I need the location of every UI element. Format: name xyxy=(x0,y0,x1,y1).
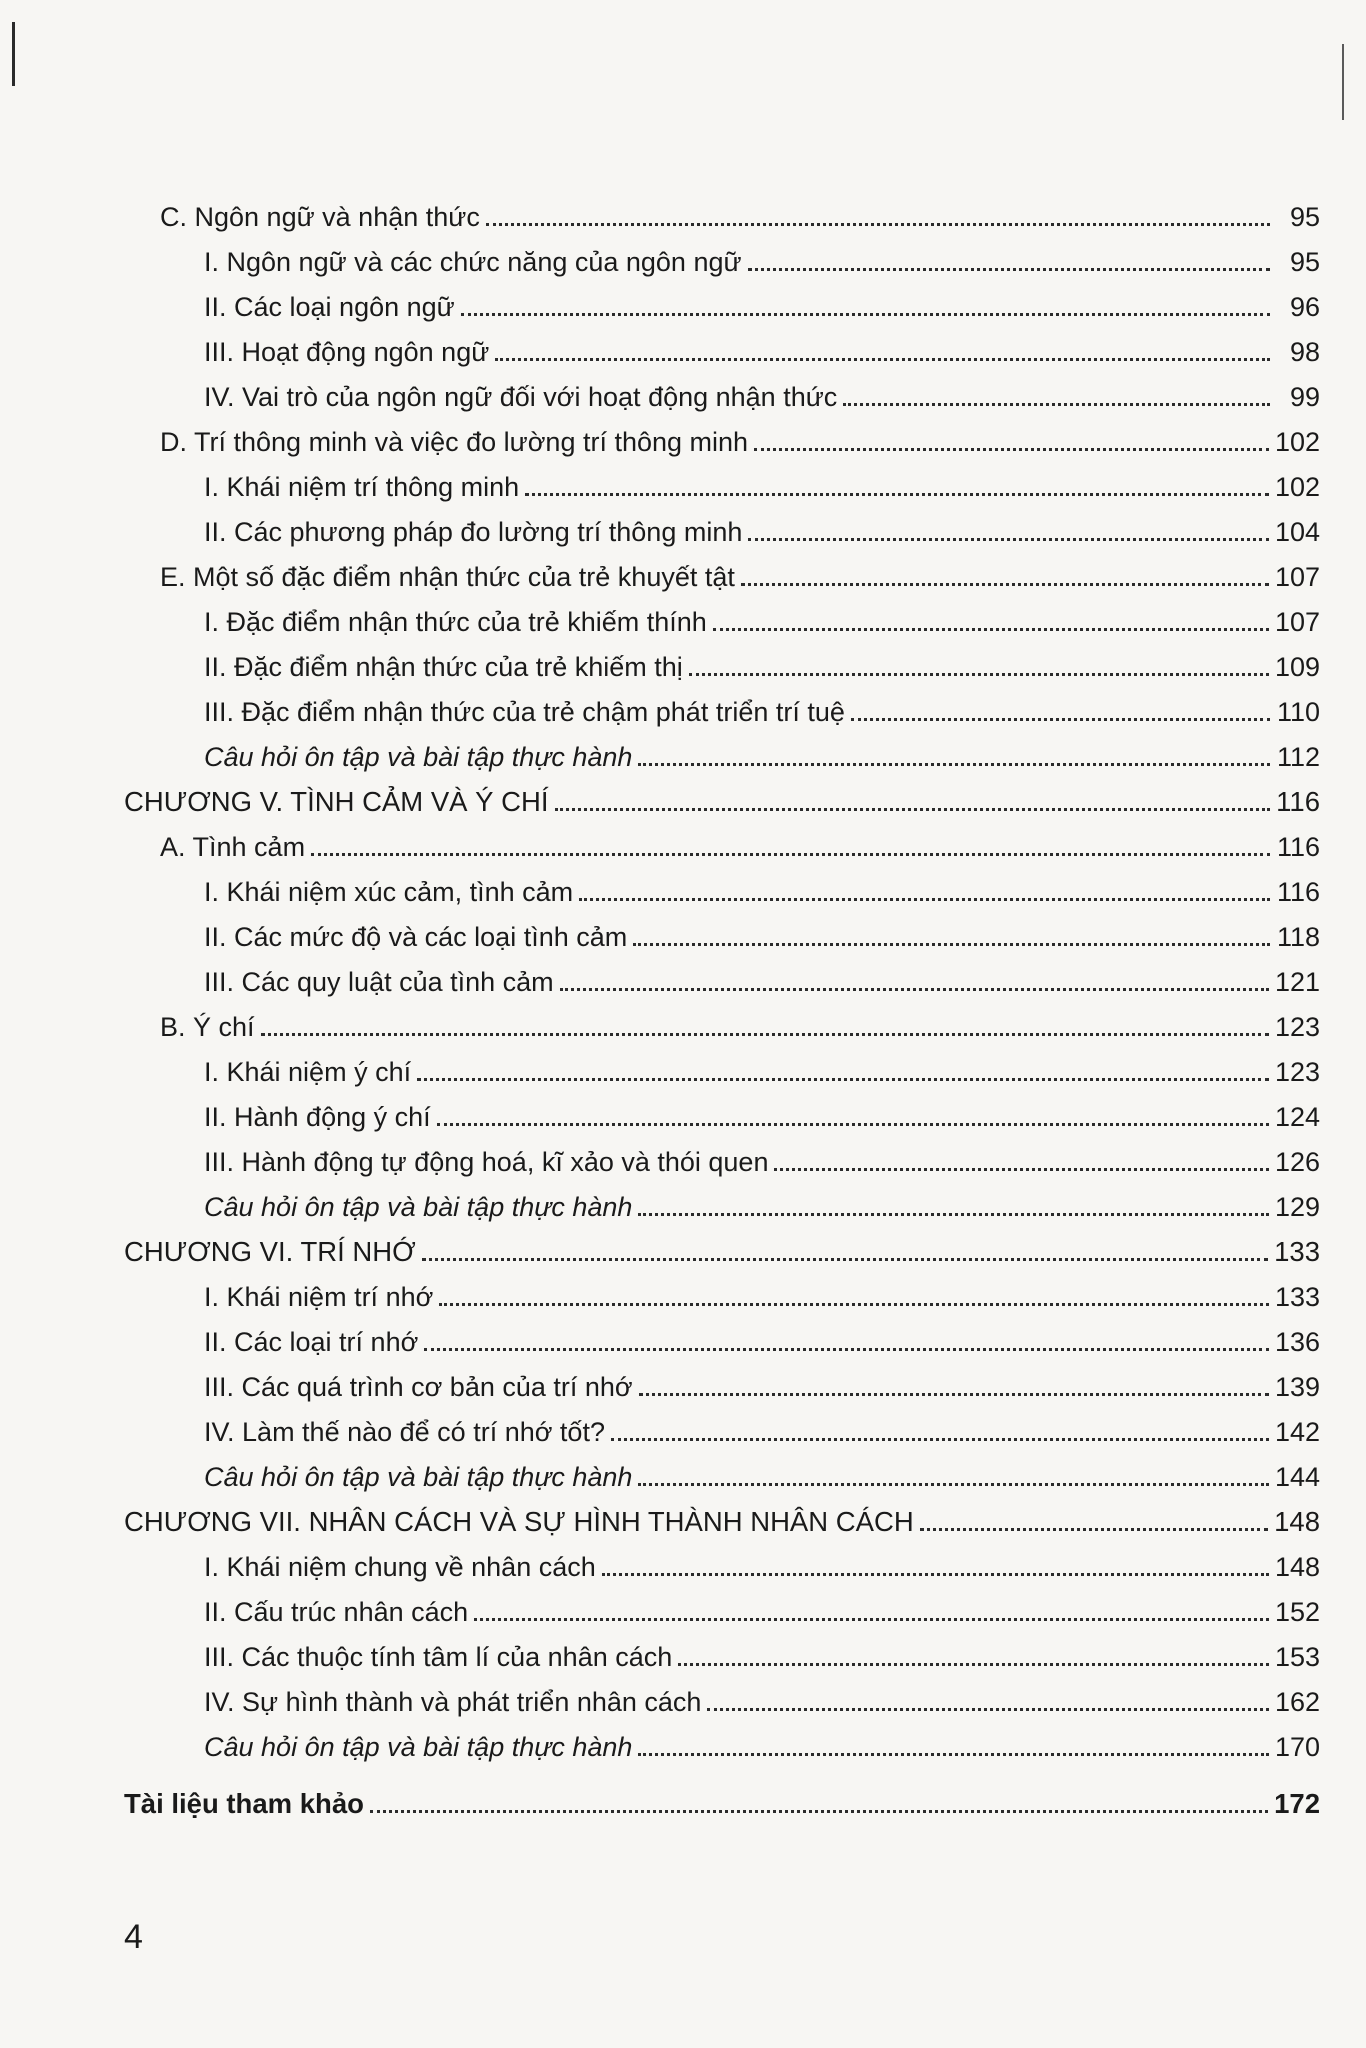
toc-page-number: 133 xyxy=(1274,1236,1320,1267)
toc-page-number: 104 xyxy=(1274,517,1320,547)
toc-page-number: 98 xyxy=(1289,337,1320,367)
dot-leader xyxy=(602,1572,1269,1576)
toc-page-number: 95 xyxy=(1289,202,1320,232)
toc-page-number: 107 xyxy=(1274,607,1320,637)
toc-entry-title: II. Các mức độ và các loại tình cảm xyxy=(204,922,628,952)
toc-entry-title: CHƯƠNG V. TÌNH CẢM VÀ Ý CHÍ xyxy=(124,786,549,817)
page-number: 4 xyxy=(124,1918,143,1956)
toc-entry-title: I. Ngôn ngữ và các chức năng của ngôn ngữ xyxy=(204,247,742,277)
toc-entry-row xyxy=(124,1268,1320,1313)
toc-entry-row xyxy=(124,1718,1320,1763)
toc-entry-title: B. Ý chí xyxy=(160,1012,255,1042)
toc-page-number: 162 xyxy=(1274,1687,1320,1717)
dot-leader xyxy=(424,1347,1269,1351)
dot-leader xyxy=(439,1302,1269,1306)
toc-entry-row xyxy=(124,953,1320,998)
toc-chapter-row xyxy=(124,1775,1320,1820)
toc-page-number: 95 xyxy=(1289,247,1320,277)
toc-entry-title: III. Đặc điểm nhận thức của trẻ chậm phát triển trí tuệ xyxy=(204,697,845,727)
dot-leader xyxy=(437,1122,1269,1126)
toc-entry-title: I. Khái niệm ý chí xyxy=(204,1057,412,1087)
dot-leader xyxy=(678,1662,1269,1666)
dot-leader xyxy=(748,267,1270,271)
toc-page-number: 116 xyxy=(1276,877,1320,907)
toc-entry-row xyxy=(124,278,1320,323)
toc-entry-title: I. Khái niệm trí nhớ xyxy=(204,1282,434,1312)
toc-entry-row xyxy=(124,1448,1320,1493)
toc-page-number: 170 xyxy=(1274,1732,1320,1762)
toc-entry-title: D. Trí thông minh và việc đo lường trí thông minh xyxy=(160,427,749,457)
toc-entry-row xyxy=(124,863,1320,908)
toc-entry-row xyxy=(124,818,1320,863)
toc-entry-title: III. Các thuộc tính tâm lí của nhân cách xyxy=(204,1642,673,1672)
dot-leader xyxy=(843,402,1270,406)
toc-entry-title: I. Khái niệm chung về nhân cách xyxy=(204,1552,596,1582)
toc-entry-title: II. Các loại trí nhớ xyxy=(204,1327,419,1357)
toc-entry-title: III. Hoạt động ngôn ngữ xyxy=(204,337,490,367)
dot-leader xyxy=(461,312,1270,316)
toc-entry-row xyxy=(124,1673,1320,1718)
dot-leader xyxy=(261,1032,1269,1036)
toc-page-number: 129 xyxy=(1274,1192,1320,1222)
toc-page-number: 136 xyxy=(1274,1327,1320,1357)
toc-page-number: 116 xyxy=(1276,786,1320,817)
toc-page-number: 142 xyxy=(1274,1417,1320,1447)
toc-entry-row xyxy=(124,728,1320,773)
toc-entry-title: III. Các quy luật của tình cảm xyxy=(204,967,554,997)
toc-entry-row xyxy=(124,1538,1320,1583)
toc-entry-row xyxy=(124,1358,1320,1403)
toc-entry-row xyxy=(124,548,1320,593)
dot-leader xyxy=(422,1257,1268,1261)
toc-entry-row xyxy=(124,233,1320,278)
toc-entry-row xyxy=(124,1133,1320,1178)
dot-leader xyxy=(774,1167,1268,1171)
toc-entry-row xyxy=(124,1628,1320,1673)
toc-page-number: 99 xyxy=(1289,382,1320,412)
toc-page-number: 102 xyxy=(1274,472,1320,502)
toc-entry-row xyxy=(124,368,1320,413)
toc-page-number: 139 xyxy=(1274,1372,1320,1402)
toc-entry-row xyxy=(124,188,1320,233)
toc-entry-title: A. Tình cảm xyxy=(160,832,306,862)
dot-leader xyxy=(638,1482,1269,1486)
toc-page-number: 123 xyxy=(1274,1012,1320,1042)
toc-entry-title: IV. Làm thế nào để có trí nhớ tốt? xyxy=(204,1417,605,1447)
toc-page-number: 148 xyxy=(1274,1552,1320,1582)
toc-chapter-row xyxy=(124,1493,1320,1538)
toc-entry-title: II. Đặc điểm nhận thức của trẻ khiếm thị xyxy=(204,652,683,682)
toc-entry-title: Tài liệu tham khảo xyxy=(124,1788,364,1819)
toc-entry-title: C. Ngôn ngữ và nhận thức xyxy=(160,202,480,232)
toc-entry-title: Câu hỏi ôn tập và bài tập thực hành xyxy=(204,1732,633,1762)
toc-entry-row xyxy=(124,323,1320,368)
toc-entry-row xyxy=(124,458,1320,503)
toc-entry-row xyxy=(124,908,1320,953)
toc-entry-row xyxy=(124,1583,1320,1628)
toc-chapter-row xyxy=(124,1223,1320,1268)
toc-entry-row xyxy=(124,413,1320,458)
toc-page-number: 153 xyxy=(1274,1642,1320,1672)
toc-page-number: 148 xyxy=(1274,1506,1320,1537)
page-edge-mark xyxy=(1342,44,1344,120)
page-edge-mark xyxy=(12,22,15,86)
toc-entry-title: E. Một số đặc điểm nhận thức của trẻ khuyết tật xyxy=(160,562,735,592)
dot-leader xyxy=(579,897,1270,901)
toc-entry-title: CHƯƠNG VII. NHÂN CÁCH VÀ SỰ HÌNH THÀNH NHÂN CÁCH xyxy=(124,1506,914,1537)
dot-leader xyxy=(311,852,1270,856)
toc-entry-title: I. Đặc điểm nhận thức của trẻ khiếm thính xyxy=(204,607,707,637)
dot-leader xyxy=(560,987,1269,991)
toc-entry-title: II. Cấu trúc nhân cách xyxy=(204,1597,469,1627)
toc-page-number: 144 xyxy=(1274,1462,1320,1492)
toc-entry-row xyxy=(124,1403,1320,1448)
toc-entry-row xyxy=(124,593,1320,638)
toc-page-number: 116 xyxy=(1276,832,1320,862)
toc-entry-title: II. Các loại ngôn ngữ xyxy=(204,292,455,322)
dot-leader xyxy=(638,1212,1269,1216)
toc-page-number: 118 xyxy=(1276,922,1320,952)
dot-leader xyxy=(707,1707,1269,1711)
dot-leader xyxy=(495,357,1270,361)
dot-leader xyxy=(474,1617,1269,1621)
dot-leader xyxy=(638,1752,1269,1756)
toc-entry-row xyxy=(124,638,1320,683)
toc-entry-row xyxy=(124,1178,1320,1223)
toc-entry-title: CHƯƠNG VI. TRÍ NHỚ xyxy=(124,1236,416,1267)
toc-entry-row xyxy=(124,503,1320,548)
toc-entry-title: Câu hỏi ôn tập và bài tập thực hành xyxy=(204,1462,633,1492)
toc-page-number: 121 xyxy=(1274,967,1320,997)
toc-page-number: 110 xyxy=(1276,697,1320,727)
dot-leader xyxy=(713,627,1269,631)
dot-leader xyxy=(639,1392,1269,1396)
toc-entry-title: II. Hành động ý chí xyxy=(204,1102,431,1132)
toc-entry-title: I. Khái niệm xúc cảm, tình cảm xyxy=(204,877,574,907)
dot-leader xyxy=(555,807,1271,811)
dot-leader xyxy=(689,672,1269,676)
toc-entry-title: Câu hỏi ôn tập và bài tập thực hành xyxy=(204,742,633,772)
toc-entry-row xyxy=(124,998,1320,1043)
toc-entry-title: Câu hỏi ôn tập và bài tập thực hành xyxy=(204,1192,633,1222)
toc-entry-title: I. Khái niệm trí thông minh xyxy=(204,472,520,502)
dot-leader xyxy=(525,492,1269,496)
toc-page-number: 126 xyxy=(1274,1147,1320,1177)
dot-leader xyxy=(633,942,1270,946)
toc-page-number: 96 xyxy=(1289,292,1320,322)
toc-entry-row xyxy=(124,1088,1320,1133)
dot-leader xyxy=(741,582,1269,586)
toc-page-number: 152 xyxy=(1274,1597,1320,1627)
toc-entry-title: II. Các phương pháp đo lường trí thông minh xyxy=(204,517,743,547)
toc-entry-title: III. Hành động tự động hoá, kĩ xảo và thói quen xyxy=(204,1147,769,1177)
dot-leader xyxy=(920,1527,1268,1531)
table-of-contents xyxy=(124,188,1320,1820)
toc-page-number: 102 xyxy=(1274,427,1320,457)
dot-leader xyxy=(486,222,1270,226)
toc-entry-title: IV. Vai trò của ngôn ngữ đối với hoạt động nhận thức xyxy=(204,382,838,412)
toc-page-number: 112 xyxy=(1276,742,1320,772)
toc-entry-title: III. Các quá trình cơ bản của trí nhớ xyxy=(204,1372,633,1402)
toc-entry-title: IV. Sự hình thành và phát triển nhân cách xyxy=(204,1687,702,1717)
dot-leader xyxy=(754,447,1269,451)
toc-page-number: 109 xyxy=(1274,652,1320,682)
dot-leader xyxy=(638,762,1270,766)
dot-leader xyxy=(748,537,1269,541)
dot-leader xyxy=(370,1809,1268,1813)
toc-page-number: 172 xyxy=(1274,1788,1320,1819)
dot-leader xyxy=(611,1437,1269,1441)
toc-page-number: 124 xyxy=(1274,1102,1320,1132)
toc-page-number: 107 xyxy=(1274,562,1320,592)
toc-page-number: 133 xyxy=(1274,1282,1320,1312)
toc-entry-row xyxy=(124,1313,1320,1358)
toc-page-number: 123 xyxy=(1274,1057,1320,1087)
dot-leader xyxy=(417,1077,1269,1081)
toc-entry-row xyxy=(124,1043,1320,1088)
dot-leader xyxy=(851,717,1270,721)
toc-chapter-row xyxy=(124,773,1320,818)
toc-entry-row xyxy=(124,683,1320,728)
